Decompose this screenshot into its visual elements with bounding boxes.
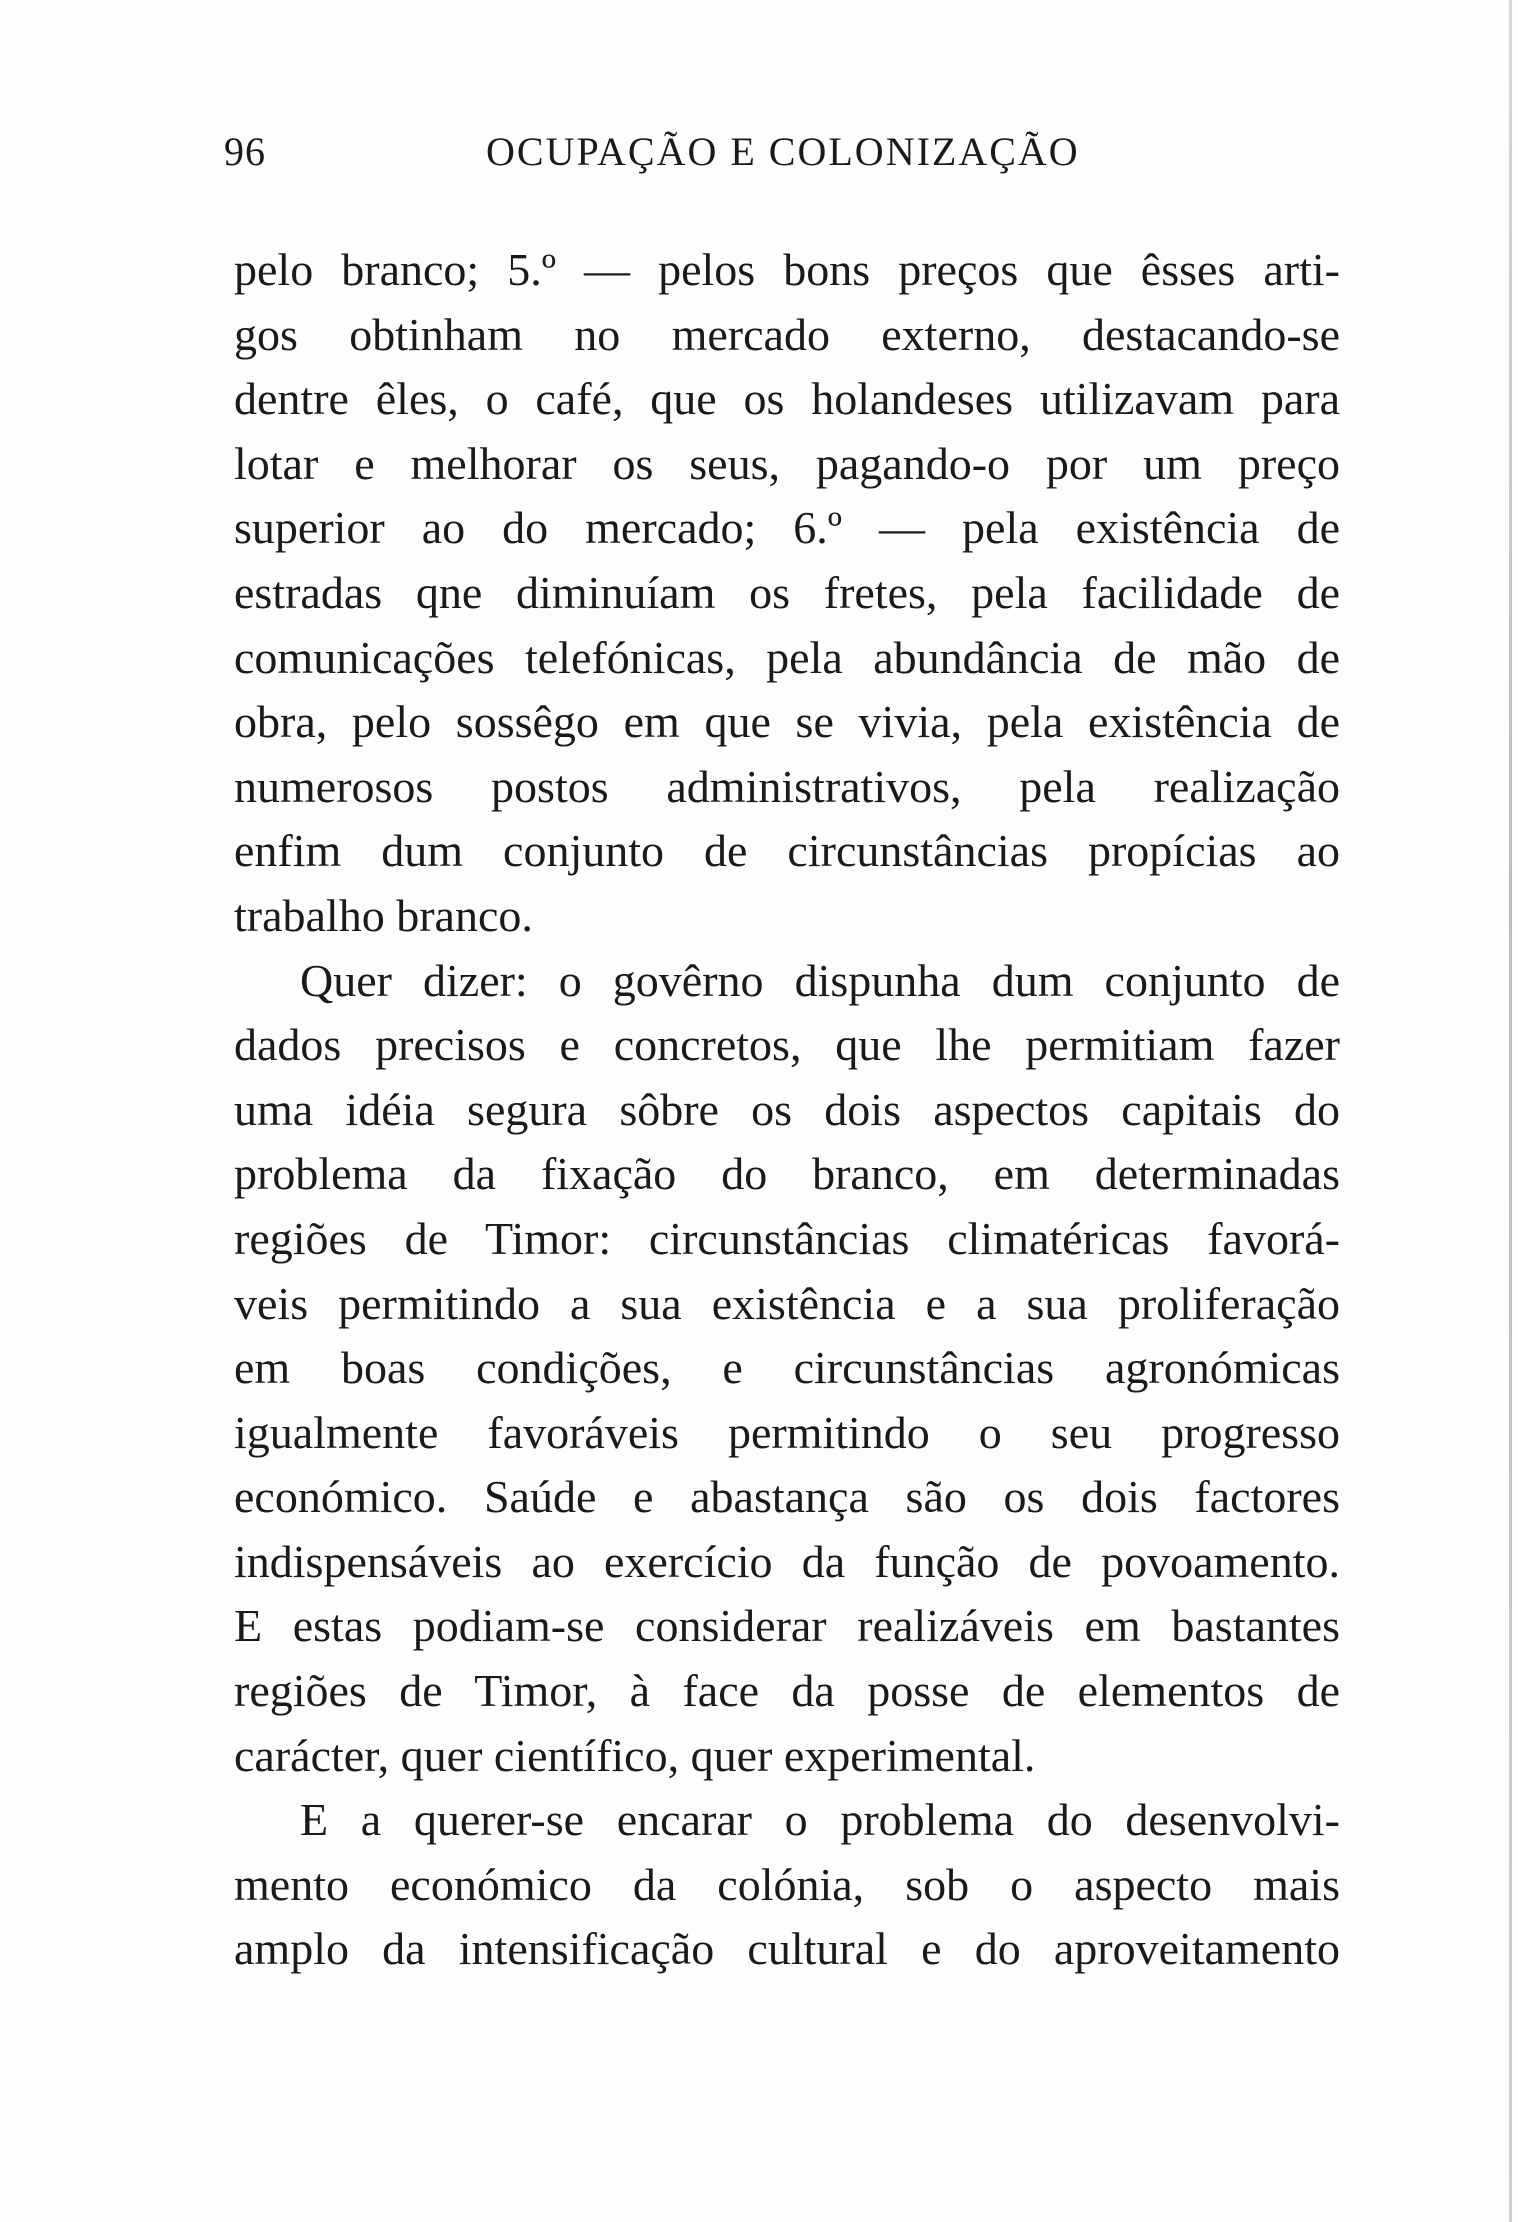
text-line: igualmente favoráveis permitindo o seu progresso <box>234 1406 1340 1458</box>
text-line: regiões de Timor: circunstâncias climatéricas favorá- <box>234 1212 1340 1264</box>
text-line: indispensáveis ao exercício da função de povoamento. <box>234 1535 1340 1587</box>
text-line: estradas qne diminuíam os fretes, pela facilidade de <box>234 566 1340 618</box>
text-line: problema da fixação do branco, em determinadas <box>234 1148 1340 1200</box>
text-line: gos obtinham no mercado externo, destacando-se <box>234 308 1340 360</box>
text-line: dados precisos e concretos, que lhe permitiam fazer <box>234 1019 1340 1071</box>
text-line: E a querer-se encarar o problema do desenvolvi- <box>300 1794 1340 1846</box>
page-header <box>224 128 1334 188</box>
text-line: em boas condições, e circunstâncias agronómicas <box>234 1342 1340 1394</box>
text-line: amplo da intensificação cultural e do aproveitamento <box>234 1923 1340 1975</box>
body-text <box>234 238 1340 1982</box>
text-line: regiões de Timor, à face da posse de elementos de <box>234 1665 1340 1717</box>
text-line: carácter, quer científico, quer experimental. <box>234 1729 1036 1781</box>
text-line: económico. Saúde e abastança são os dois factores <box>234 1471 1340 1523</box>
page-number: 96 <box>224 129 266 174</box>
running-title: OCUPAÇÃO E COLONIZAÇÃO <box>486 129 1080 174</box>
text-line: superior ao do mercado; 6.º — pela existência de <box>234 502 1340 554</box>
text-line: E estas podiam-se considerar realizáveis em bastantes <box>234 1600 1340 1652</box>
text-line: Quer dizer: o govêrno dispunha dum conjunto de <box>300 954 1340 1006</box>
text-line: trabalho branco. <box>234 889 533 941</box>
text-line: comunicações telefónicas, pela abundância de mão de <box>234 631 1340 683</box>
text-line: uma idéia segura sôbre os dois aspectos capitais do <box>234 1083 1340 1135</box>
text-line: obra, pelo sossêgo em que se vivia, pela existência de <box>234 696 1340 748</box>
text-line: pelo branco; 5.º — pelos bons preços que êsses arti- <box>234 244 1340 295</box>
text-line: mento económico da colónia, sob o aspecto mais <box>234 1858 1340 1910</box>
text-line: lotar e melhorar os seus, pagando-o por um preço <box>234 437 1340 489</box>
text-line: numerosos postos administrativos, pela realização <box>234 760 1340 812</box>
page-edge-shadow <box>1509 0 1512 2222</box>
text-line: enfim dum conjunto de circunstâncias propícias ao <box>234 825 1340 877</box>
text-line: dentre êles, o café, que os holandeses utilizavam para <box>234 373 1340 425</box>
text-line: veis permitindo a sua existência e a sua proliferação <box>234 1277 1340 1329</box>
